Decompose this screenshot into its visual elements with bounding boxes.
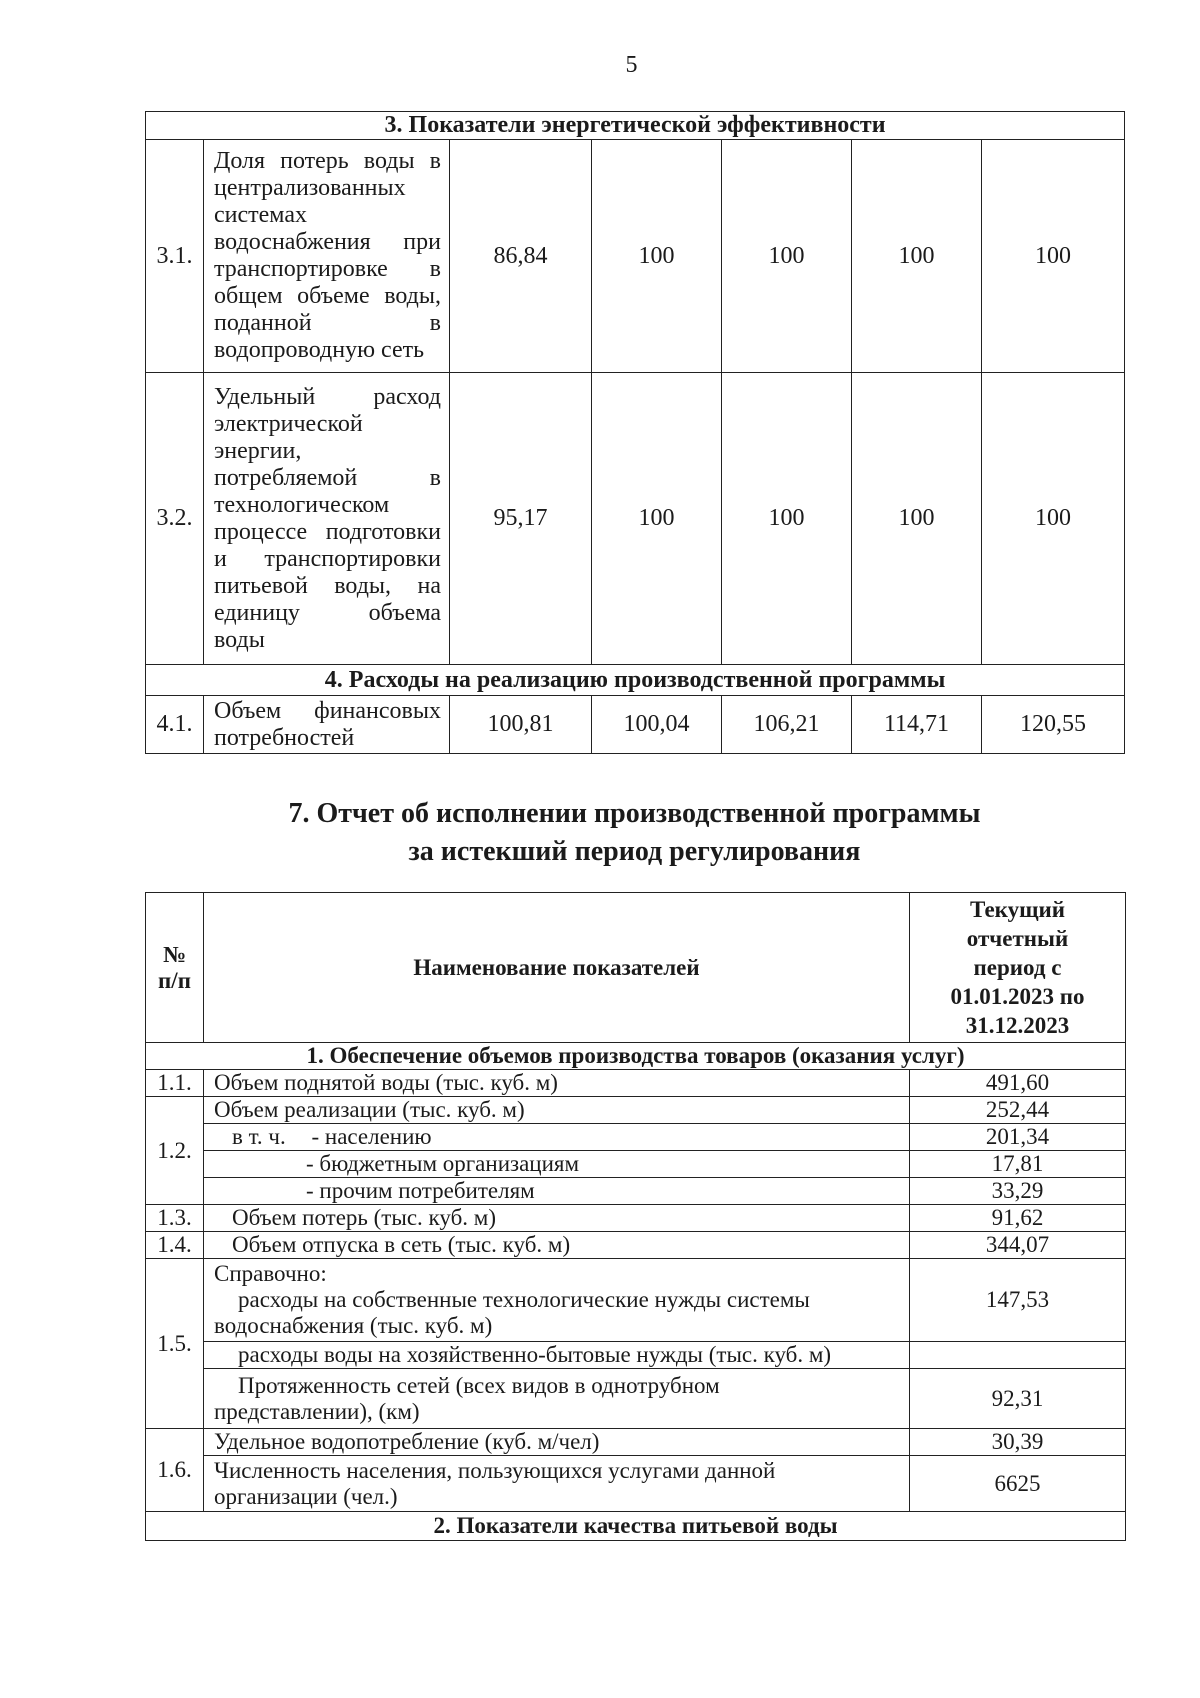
header-name: Наименование показателей	[204, 893, 910, 1043]
table-row	[146, 1342, 1126, 1369]
row-value: 92,31	[910, 1369, 1126, 1429]
row-value: 6625	[910, 1456, 1126, 1512]
row-value: 252,44	[910, 1097, 1126, 1124]
section-title: 2. Показатели качества питьевой воды	[146, 1512, 1126, 1541]
row-subname: - населению	[311, 1124, 432, 1149]
row-value	[910, 1342, 1126, 1369]
row-name: расходы воды на хозяйственно-бытовые нужды (тыс. куб. м)	[204, 1342, 910, 1369]
desc-line: питьевой воды, на	[214, 572, 441, 599]
desc-line: Удельный расход	[214, 383, 441, 410]
row-number: 1.1.	[146, 1070, 204, 1097]
row-value: 491,60	[910, 1070, 1126, 1097]
table-row	[146, 696, 1125, 754]
section-heading	[145, 795, 1124, 871]
desc-line: и транспортировки	[214, 545, 441, 572]
header-period-line: Текущий	[969, 897, 1066, 922]
value-cell: 100,81	[450, 696, 592, 754]
row-value: 201,34	[910, 1124, 1126, 1151]
row-ref: Справочно:	[214, 1261, 327, 1286]
section-row	[146, 112, 1125, 140]
desc-line: воды	[214, 626, 265, 653]
section-row	[146, 1043, 1126, 1070]
section-title: 1. Обеспечение объемов производства товаров (оказания услуг)	[146, 1043, 1126, 1070]
value-cell: 100	[722, 373, 852, 665]
table-row	[146, 1369, 1126, 1429]
row-name: - прочим потребителям	[204, 1178, 910, 1205]
row-subname: организации (чел.)	[214, 1483, 398, 1509]
row-name	[204, 1259, 910, 1342]
value-cell: 100	[722, 140, 852, 373]
row-value: 17,81	[910, 1151, 1126, 1178]
table-row	[146, 1205, 1126, 1232]
table-row	[146, 1232, 1126, 1259]
header-num: № п/п	[146, 893, 204, 1043]
value-cell: 100	[592, 373, 722, 665]
row-value: 147,53	[910, 1259, 1126, 1342]
row-name: Объем отпуска в сеть (тыс. куб. м)	[204, 1232, 910, 1259]
row-name	[204, 1124, 910, 1151]
desc-line: электрической	[214, 410, 363, 437]
row-subname: расходы на собственные технологические нужды системы	[238, 1287, 810, 1312]
row-name: Объем реализации (тыс. куб. м)	[204, 1097, 910, 1124]
value-cell: 120,55	[982, 696, 1125, 754]
table-row	[146, 373, 1125, 665]
table-row	[146, 1178, 1126, 1205]
table-row	[146, 1429, 1126, 1456]
section-row	[146, 1512, 1126, 1541]
value-cell: 100	[982, 373, 1125, 665]
table-row	[146, 140, 1125, 373]
row-number: 1.5.	[146, 1259, 204, 1429]
table-row	[146, 1070, 1126, 1097]
desc-line: транспортировке в	[214, 256, 441, 282]
desc-line: процессе подготовки	[214, 518, 441, 545]
desc-line: системах	[214, 202, 307, 228]
row-subname: Протяженность сетей (всех видов в однотрубном	[238, 1372, 720, 1398]
row-number: 1.4.	[146, 1232, 204, 1259]
value-cell: 106,21	[722, 696, 852, 754]
row-name: Объем поднятой воды (тыс. куб. м)	[204, 1070, 910, 1097]
table-row	[146, 1456, 1126, 1512]
row-subname: Численность населения, пользующихся услугами данной	[214, 1457, 776, 1483]
desc-line: водопроводную сеть	[214, 337, 425, 363]
row-value: 33,29	[910, 1178, 1126, 1205]
header-period-line: 01.01.2023 по	[950, 984, 1085, 1009]
desc-line: Объем финансовых	[214, 697, 441, 724]
row-number: 3.1.	[146, 140, 204, 373]
row-value: 30,39	[910, 1429, 1126, 1456]
row-name	[204, 1456, 910, 1512]
value-cell: 100	[982, 140, 1125, 373]
row-prefix: в т. ч.	[232, 1124, 286, 1149]
header-period	[910, 893, 1126, 1043]
row-number: 1.6.	[146, 1429, 204, 1512]
energy-efficiency-table	[145, 111, 1125, 754]
row-subname: водоснабжения (тыс. куб. м)	[214, 1313, 493, 1338]
desc-line: поданной в	[214, 310, 441, 336]
row-number: 4.1.	[146, 696, 204, 754]
row-number: 1.3.	[146, 1205, 204, 1232]
table-row	[146, 1259, 1126, 1342]
value-cell: 86,84	[450, 140, 592, 373]
row-description	[204, 373, 450, 665]
section-row	[146, 665, 1125, 696]
row-name: - бюджетным организациям	[204, 1151, 910, 1178]
header-period-line: 31.12.2023	[965, 1013, 1070, 1038]
value-cell: 100	[852, 373, 982, 665]
row-number: 3.2.	[146, 373, 204, 665]
value-cell: 100	[852, 140, 982, 373]
row-description	[204, 696, 450, 754]
row-description	[204, 140, 450, 373]
heading-line: за истекший период регулирования	[408, 836, 861, 867]
row-name	[204, 1369, 910, 1429]
heading-line: 7. Отчет об исполнении производственной программы	[288, 798, 981, 829]
desc-line: технологическом	[214, 491, 390, 518]
desc-line: Доля потерь воды в	[214, 148, 441, 174]
value-cell: 114,71	[852, 696, 982, 754]
desc-line: централизованных	[214, 175, 406, 201]
value-cell: 100,04	[592, 696, 722, 754]
section-title: 4. Расходы на реализацию производственной программы	[146, 665, 1125, 696]
desc-line: водоснабжения при	[214, 229, 441, 255]
header-period-line: период с	[973, 955, 1062, 980]
value-cell: 100	[592, 140, 722, 373]
header-row	[146, 893, 1126, 1043]
row-subname: представлении), (км)	[214, 1398, 420, 1424]
section-title: 3. Показатели энергетической эффективности	[146, 112, 1125, 140]
header-period-line: отчетный	[966, 926, 1069, 951]
row-value: 344,07	[910, 1232, 1126, 1259]
value-cell: 95,17	[450, 373, 592, 665]
desc-line: единицу объема	[214, 599, 441, 626]
desc-line: общем объеме воды,	[214, 283, 441, 309]
page-number: 5	[625, 52, 638, 78]
table-row	[146, 1097, 1126, 1124]
desc-line: энергии,	[214, 437, 302, 464]
row-number: 1.2.	[146, 1097, 204, 1205]
row-name: Удельное водопотребление (куб. м/чел)	[204, 1429, 910, 1456]
desc-line: потребностей	[214, 724, 355, 751]
table-row	[146, 1124, 1126, 1151]
production-report-table	[145, 892, 1126, 1541]
desc-line: потребляемой в	[214, 464, 441, 491]
row-name: Объем потерь (тыс. куб. м)	[204, 1205, 910, 1232]
table-row	[146, 1151, 1126, 1178]
row-value: 91,62	[910, 1205, 1126, 1232]
